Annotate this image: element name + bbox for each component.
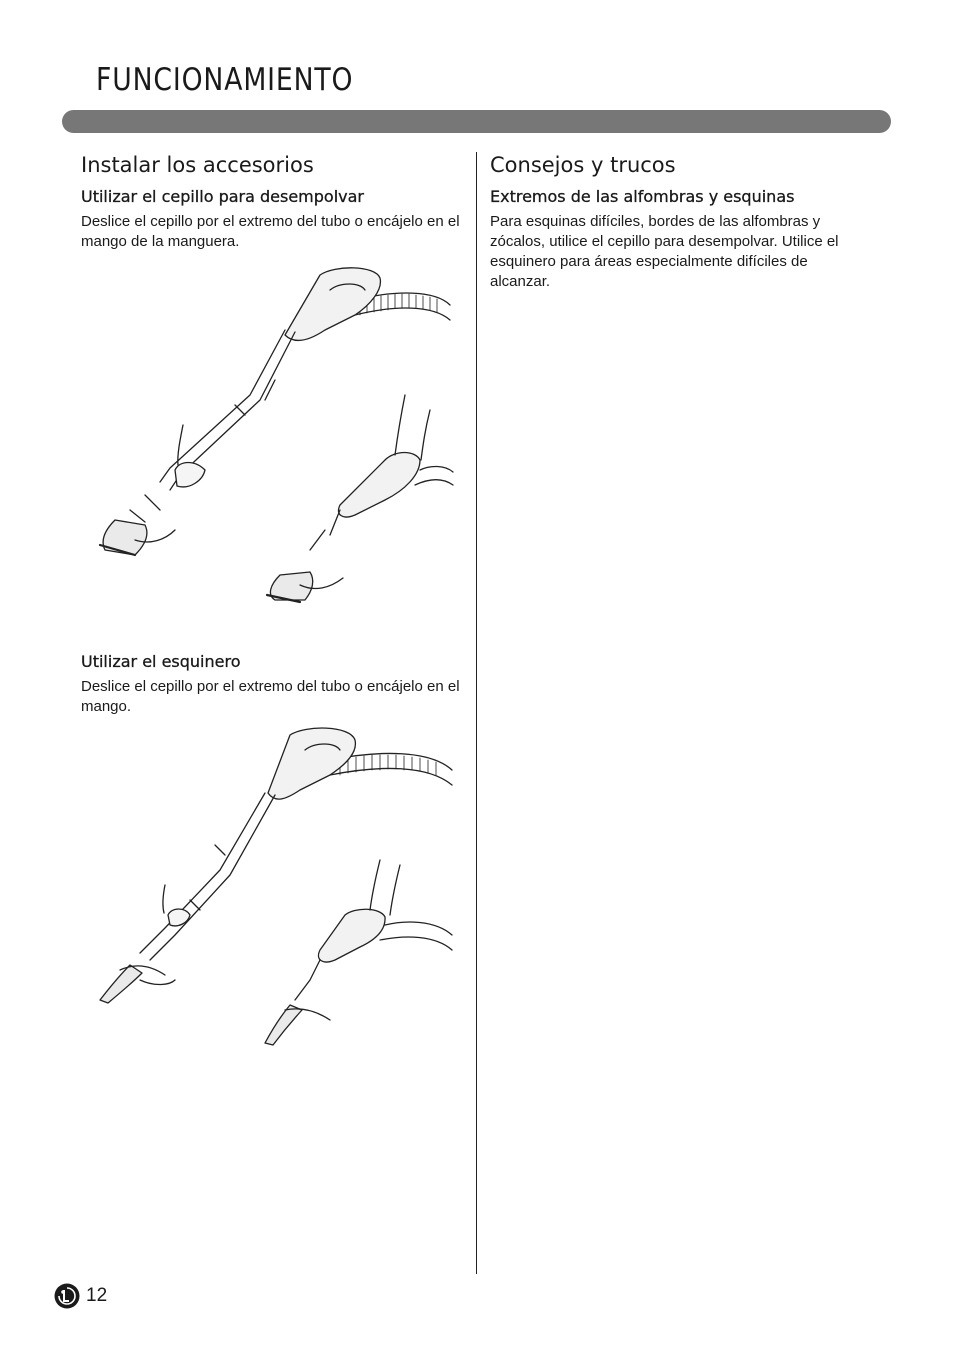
- page-number: 12: [86, 1285, 108, 1306]
- subsection-title-corner-tool: Utilizar el esquinero: [81, 652, 241, 671]
- page-title: FUNCIONAMIENTO: [96, 62, 354, 98]
- dusting-brush-illustration: [85, 260, 455, 610]
- header-bar: [62, 110, 891, 133]
- section-title-tips: Consejos y trucos: [490, 153, 676, 177]
- paragraph-dusting-brush: Deslice el cepillo por el extremo del tubo o encájelo en el mango de la manguera.: [81, 213, 460, 250]
- subsection-title-dusting-brush: Utilizar el cepillo para desempolvar: [81, 187, 365, 206]
- paragraph-carpet-edges: Para esquinas difíciles, bordes de las alfombras y zócalos, utilice el cepillo para desempolvar. Utilice el esquinero para áreas especialmente difíciles de alcanzar.: [490, 213, 839, 290]
- left-column: [81, 150, 466, 252]
- column-divider: [476, 152, 477, 1274]
- section-title-accessories: Instalar los accesorios: [81, 153, 314, 177]
- right-column: [490, 150, 870, 292]
- lg-logo-icon: [54, 1283, 80, 1309]
- corner-tool-section: [81, 645, 466, 717]
- paragraph-corner-tool: Deslice el cepillo por el extremo del tubo o encájelo en el mango.: [81, 678, 460, 715]
- corner-tool-illustration: [90, 725, 460, 1055]
- subsection-title-carpet-edges: Extremos de las alfombras y esquinas: [490, 187, 795, 206]
